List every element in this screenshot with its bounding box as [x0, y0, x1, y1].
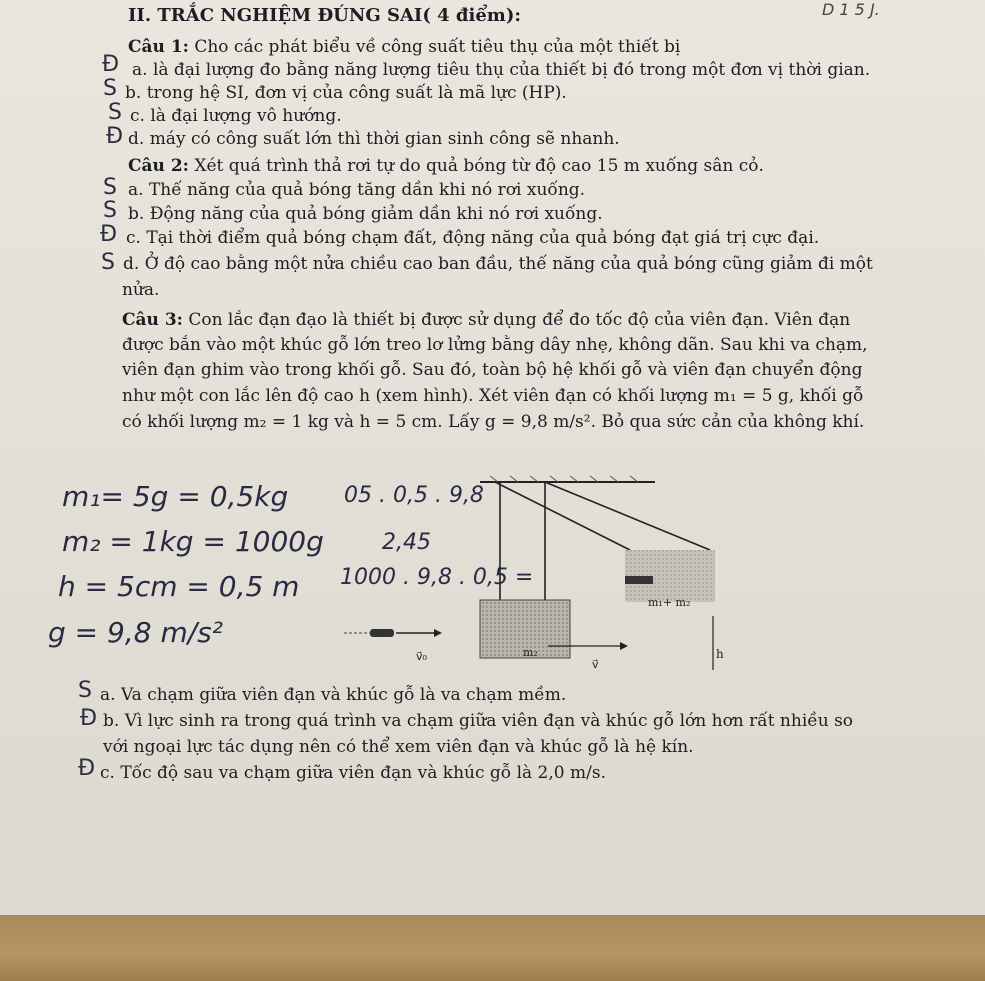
- q2-option-b: b. Động năng của quả bóng giảm dần khi nó rơi xuống.: [128, 204, 603, 224]
- q1-option-a: a. là đại lượng đo bằng năng lượng tiêu thụ của thiết bị đó trong một đơn vị thời gian.: [132, 60, 871, 80]
- bullet: [370, 629, 394, 637]
- corner-note: D 1 5 J.: [822, 0, 880, 19]
- handwriting-calc1: 05 . 0,5 . 9,8: [344, 483, 484, 508]
- q3-stem-line4: như một con lắc lên độ cao h (xem hình). Xét viên đạn có khối lượng m₁ = 5 g, khối gỗ: [122, 386, 864, 406]
- handwriting-m1: m₁= 5g = 0,5kg: [62, 480, 289, 513]
- mark-q3b: Đ: [80, 706, 98, 731]
- q2-option-c: c. Tại thời điểm quả bóng chạm đất, động năng của quả bóng đạt giá trị cực đại.: [126, 228, 820, 248]
- string-swung-right: [545, 482, 710, 550]
- q2-option-a: a. Thế năng của quả bóng tăng dần khi nó rơi xuống.: [128, 180, 586, 200]
- mark-q2d: S: [101, 250, 115, 275]
- q3-option-b-cont: với ngoại lực tác dụng nên có thể xem viên đạn và khúc gỗ là hệ kín.: [103, 737, 694, 757]
- section-title: II. TRẮC NGHIỆM ĐÚNG SAI( 4 điểm):: [128, 5, 522, 26]
- q2-option-d: d. Ở độ cao bằng một nửa chiều cao ban đầu, thế năng của quả bóng cũng giảm đi một: [123, 254, 873, 274]
- q3-stem-line5: có khối lượng m₂ = 1 kg và h = 5 cm. Lấy g = 9,8 m/s². Bỏ qua sức cản của không khí.: [122, 412, 865, 432]
- q1-option-b: b. trong hệ SI, đơn vị của công suất là mã lực (HP).: [125, 83, 567, 103]
- q1-option-d: d. máy có công suất lớn thì thời gian sinh công sẽ nhanh.: [128, 129, 620, 149]
- mark-q2c: Đ: [100, 222, 118, 247]
- label-m1m2: m₁+ m₂: [648, 596, 691, 609]
- q3-stem-line1: Câu 3: Con lắc đạn đạo là thiết bị được sử dụng để đo tốc độ của viên đạn. Viên đạn: [122, 310, 851, 330]
- mark-q3c: Đ: [78, 756, 96, 781]
- q3-stem-line3: viên đạn ghim vào trong khối gỗ. Sau đó, toàn bộ hệ khối gỗ và viên đạn chuyển động: [122, 360, 863, 380]
- label-h: h: [716, 647, 724, 661]
- wooden-table: [0, 915, 985, 981]
- mark-q1a: Đ: [102, 52, 120, 77]
- handwriting-m2: m₂ = 1kg = 1000g: [62, 525, 324, 558]
- handwriting-calc3: 1000 . 9,8 . 0,5 =: [340, 565, 534, 590]
- q1-option-c: c. là đại lượng vô hướng.: [130, 106, 342, 126]
- q2-stem: Câu 2: Xét quá trình thả rơi tự do quả bóng từ độ cao 15 m xuống sân cỏ.: [128, 156, 764, 176]
- q2-option-d-cont: nửa.: [122, 280, 160, 300]
- string-swung-left: [495, 482, 630, 550]
- q3-stem-line2: được bắn vào một khúc gỗ lớn treo lơ lửng bằng dây nhẹ, không dãn. Sau khi va chạm,: [122, 335, 868, 355]
- q1-stem: Câu 1: Cho các phát biểu về công suất tiêu thụ của một thiết bị: [128, 37, 681, 57]
- q3-option-c: c. Tốc độ sau va chạm giữa viên đạn và khúc gỗ là 2,0 m/s.: [100, 763, 606, 783]
- handwriting-calc2: 2,45: [382, 530, 431, 555]
- mark-q1c: S: [108, 100, 122, 125]
- mark-q2b: S: [103, 198, 117, 223]
- mark-q1b: S: [103, 76, 117, 101]
- mark-q2a: S: [103, 175, 117, 200]
- q3-option-b: b. Vì lực sinh ra trong quá trình va chạm giữa viên đạn và khúc gỗ lớn hơn rất nhiều so: [103, 711, 854, 731]
- handwriting-g: g = 9,8 m/s²: [48, 616, 223, 649]
- handwriting-h: h = 5cm = 0,5 m: [58, 570, 300, 603]
- label-v: v⃗: [592, 658, 599, 670]
- mark-q3a: S: [78, 678, 92, 703]
- mark-q1d: Đ: [106, 124, 124, 149]
- label-m2: m₂: [523, 646, 538, 659]
- q3-option-a: a. Va chạm giữa viên đạn và khúc gỗ là va chạm mềm.: [100, 685, 567, 705]
- embedded-bullet: [625, 576, 653, 584]
- label-v0: v⃗₀: [416, 650, 427, 663]
- ballistic-pendulum-figure: [330, 470, 730, 670]
